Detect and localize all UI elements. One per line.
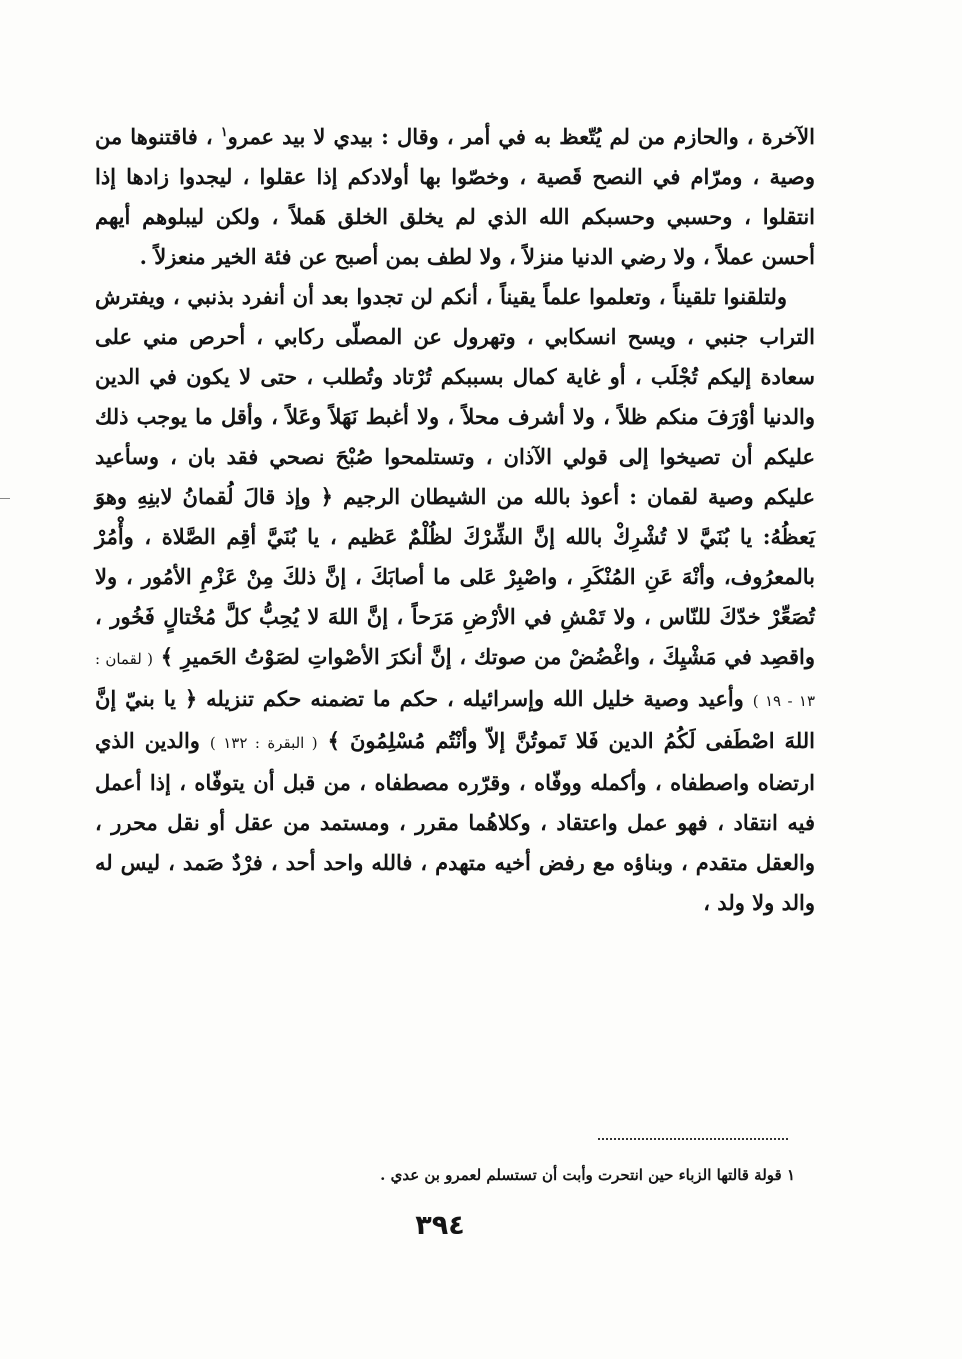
text-line: أنكرَ الأصْواتِ لصَوْتُ الحَميرِ ﴾ [160, 644, 423, 669]
footnote: ١ قولة قالتها الزباء حين انتحرت وأبت أن تستسلم لعمرو بن عدي . [380, 1166, 795, 1184]
text-line: ويفترش التراب جنبي ، ويسح انسكابي ، وتهرول عن المصلّى ركابي ، أحرص [95, 284, 816, 349]
text-line: فاقتنوها من وصية ، ومرّام في النصح قَصية ، وخصّوا بها أولادكم إذا عقلوا ، [95, 124, 816, 189]
text-line: ولا تُصَعِّرْ خدّكَ للنّاس ، ولا تَمْشِ في الأرْضِ مَرَحاً ، إنَّ اللهَ لا يُحِبُّ [95, 564, 816, 629]
text-line: كلَّ مُخْتالٍ فَخُور ، واقصِد في مَشْيِكَ ، واغْضُضْ من صوتك ، إنَّ [95, 604, 815, 669]
quran-citation: ( البقرة : ١٣٢ ) [209, 734, 318, 752]
text-line: عَنِ المُنْكَرِ ، واصْبِرْ عَلى ما أصابَكَ ، إنَّ ذلكَ مِنْ عَزْمِ الأمُور ، [126, 564, 674, 589]
paragraph-1 [95, 117, 815, 277]
text-line: ، [205, 124, 221, 149]
text-line: وتستلمحوا صُبْحَ نصحي فقد بان ، وسأعيد عليكم وصية لقمان : أعوذ بالله [95, 444, 816, 509]
text-line: بالله إنَّ الشِّرْكَ لظُلْمٌ عَظيم ، يا بُنَيَّ أقِم الصَّلاة ، وأْمُرْ بالمعرُوف، وأنْهَ [95, 524, 816, 589]
text-line: من الشيطان الرجيم ﴿ وإذ قالَ لُقمانُ لابنِهِ وهوَ يَعظُهُ: يا بُنَيَّ لا تُشْرِكْ [95, 484, 815, 549]
text-line: مني على سعادة إليكم تُجْلَب ، أو غاية كمال بسببكم تُرْتاد وتُطلب ، [95, 324, 816, 389]
text-line: الآخرة ، والحازم من لم يُتّعظ به في أمر ، وقال : بيدي لا بيد عمرو [227, 124, 815, 149]
footnote-separator [598, 1138, 788, 1140]
text-line: وإسرائيله ، حكم ما تضمنه حكم تنزيله ﴿ يا بنيّ إنَّ اللهَ اصْطَفى لَكُمُ الدين [95, 686, 815, 753]
text-line: ليجدوا زادها إذا انتقلوا ، وحسبي وحسبكم الله الذي لم يخلق الخلق هَملاً ، ولكن [95, 164, 815, 229]
body-text [95, 117, 815, 923]
paragraph-2 [95, 277, 815, 923]
text-line: وبناؤه مع رفض أخيه متهدم ، فالله واحد أحد ، فرْدٌ صَمد ، ليس له والد ولا ولد ، [95, 850, 815, 915]
text-line: وأعيد وصية خليل الله [553, 686, 753, 711]
text-line: ليبلوهم أيهم أحسن عملاً ، ولا رضي الدنيا منزلاً ، ولا لطف بمن أصبح عن [95, 204, 815, 269]
text-line: ولتلقنوا تلقيناً ، وتعلموا علماً يقيناً ، أنكم لن تجدوا بعد أن أنفرد بذنبي ، [172, 284, 787, 309]
text-line: والدين الذي ارتضاه واصطفاه ، [95, 728, 815, 795]
text-line: نَهَلاً وعَلاً ، وأقل ما يوجب ذلك عليكم أن تصيخوا إلى قولي الآذان ، [95, 404, 816, 469]
text-line: فَلا تَموتُنَّ إلاّ وأنْتُم مُسْلِمُونَ ﴾ [327, 728, 599, 753]
text-line: عمل واعتقاد ، وكلاهُما مقرر ، ومستمد من عقل أو نقل محرر ، والعقل متقدم ، [95, 810, 815, 875]
scan-mark [0, 498, 10, 499]
footnote-ref: ١ [220, 125, 228, 140]
text-line: وأكمله ووفّاه ، وقرّره مصطفاه ، من قبل أن يتوفّاه ، إذا أعمل فيه انتقاد ، فهو [95, 770, 815, 835]
page-number: ٣٩٤ [415, 1210, 465, 1241]
text-line: حتى لا يكون في الدين والدنيا أوْرَفَ منكم ظلاً ، ولا أشرف محلاً ، ولا أغبط [95, 364, 816, 429]
text-line: فئة الخير منعزلاً . [139, 244, 292, 269]
quran-citation: ( لقمان : ١٣ - ١٩ ) [95, 650, 816, 710]
